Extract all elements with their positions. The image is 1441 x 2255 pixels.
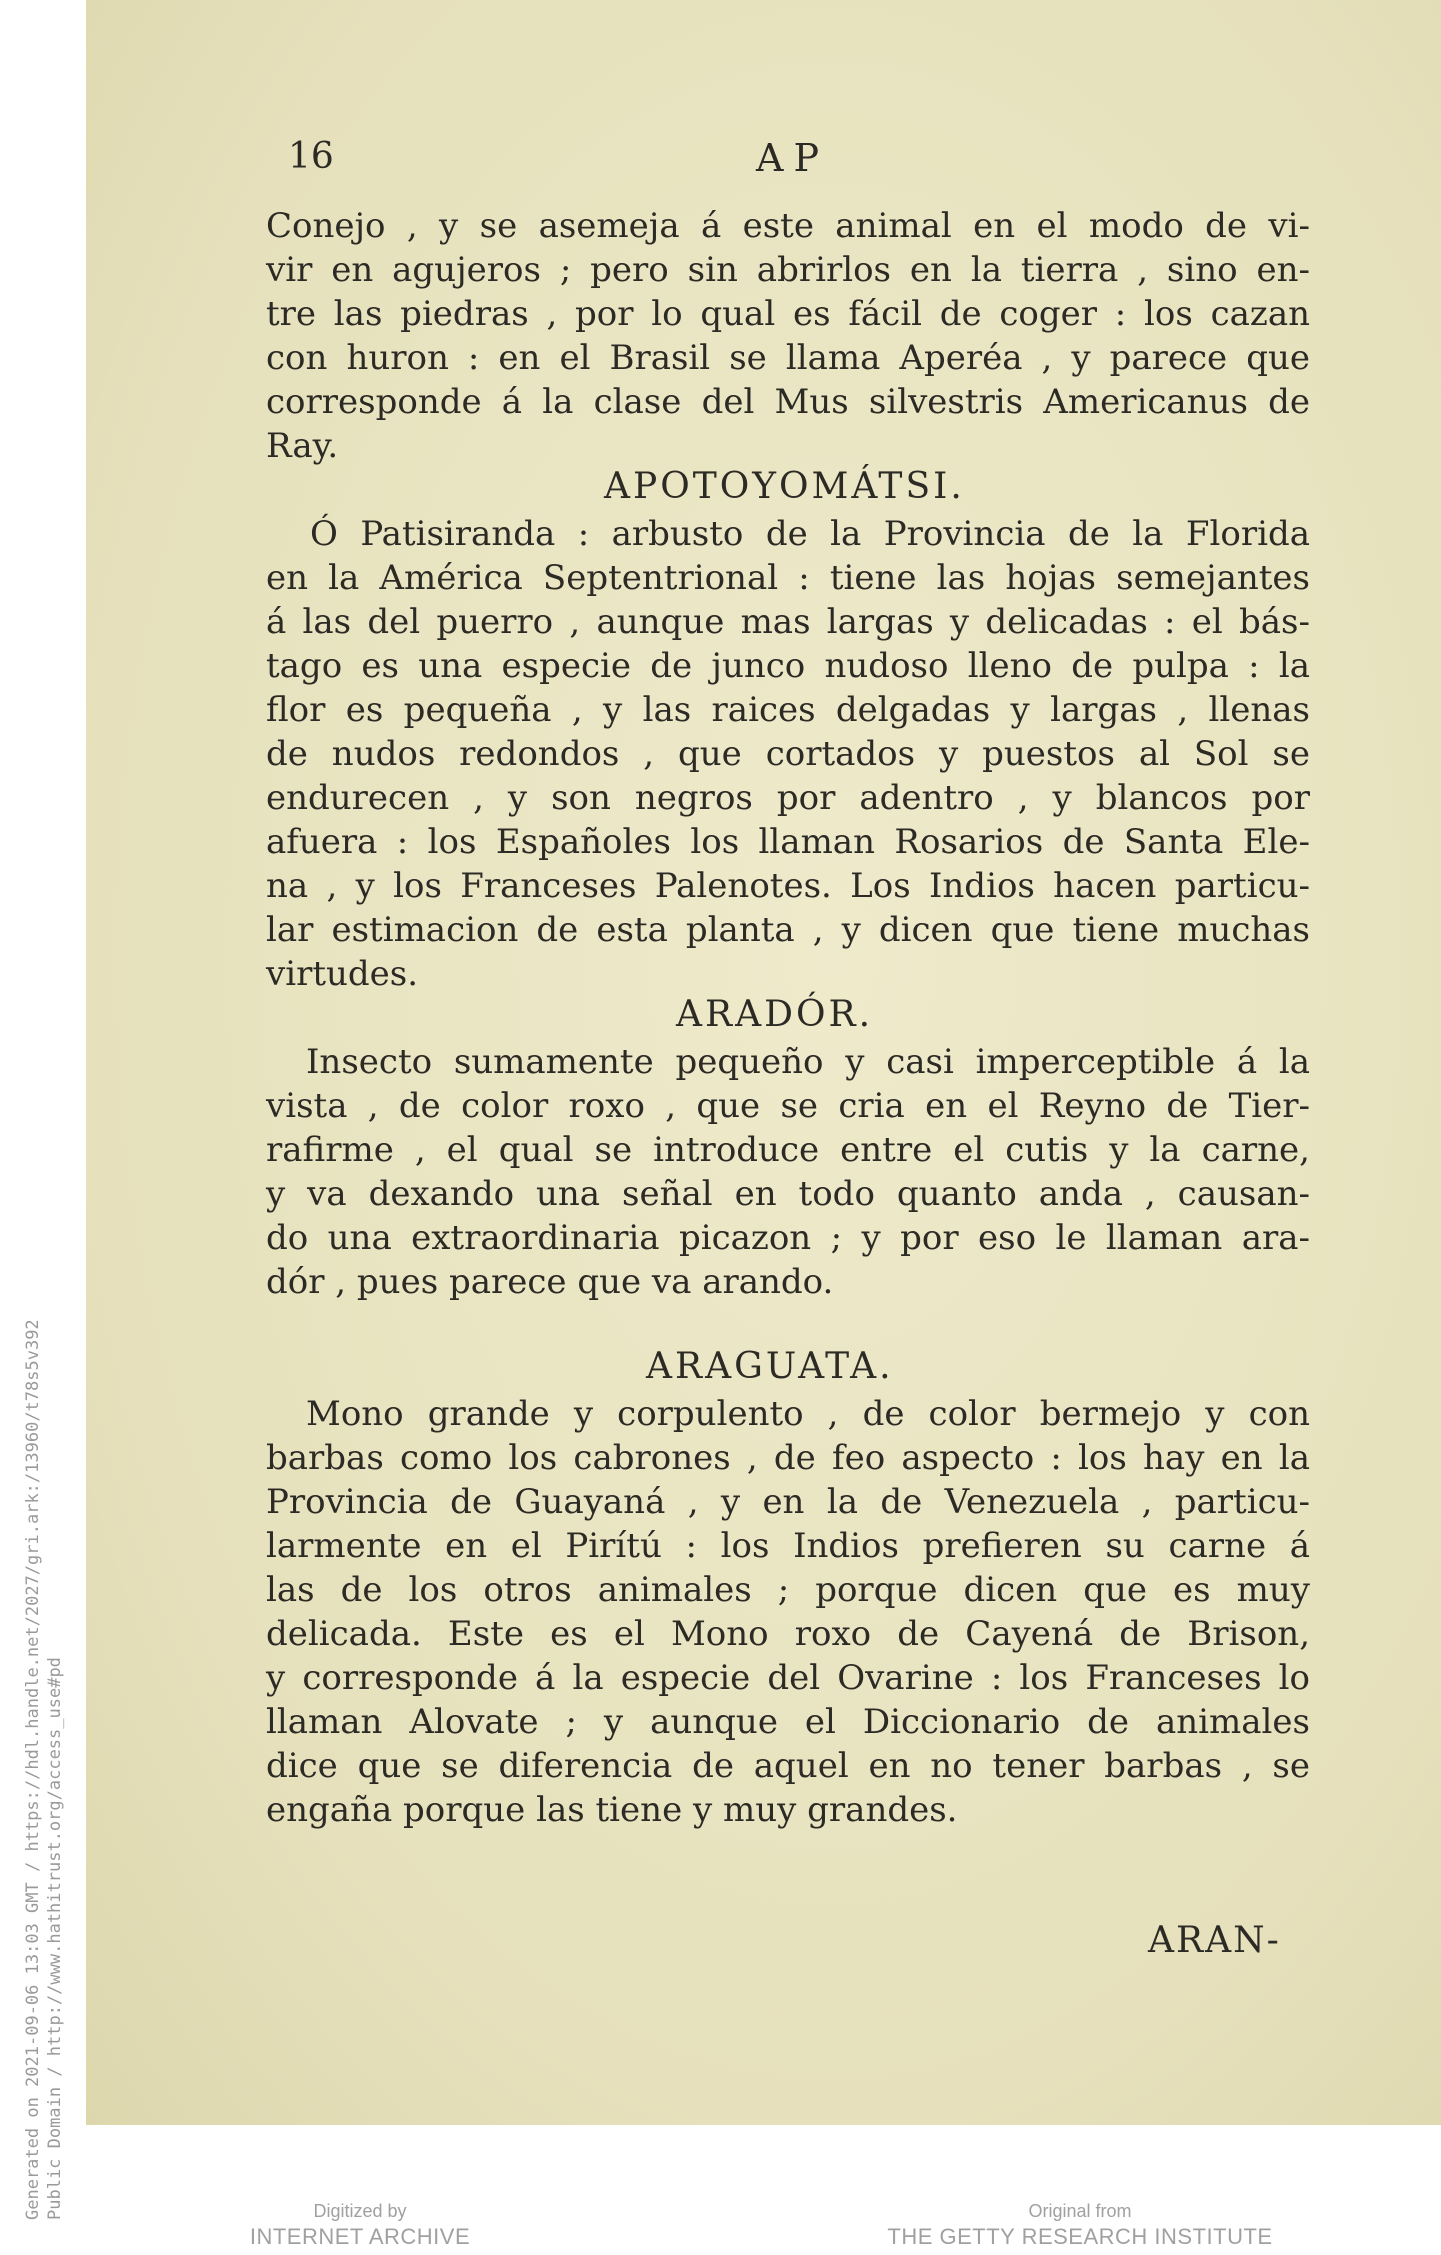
entry-apotoyomatsi	[266, 512, 1310, 996]
original-from	[880, 2200, 1280, 2252]
entry-body	[266, 1392, 1310, 1832]
text-line: con huron : en el Brasil se llama Aperéa , y parece que	[266, 338, 1310, 378]
text-line: vista , de color roxo , que se cria en el Reyno de Tier-	[266, 1086, 1310, 1126]
running-head: AP	[756, 136, 830, 180]
entry-heading: ARAGUATA.	[646, 1346, 894, 1387]
text-line: Ó Patisiranda : arbusto de la Provincia de la Florida	[310, 514, 1310, 554]
stamp-line-1: Generated on 2021-09-06 13:03 GMT / https://hdl.handle.net/2027/gri.ark:/13960/t78s5v392	[23, 1319, 43, 2220]
text-line: tre las piedras , por lo qual es fácil de coger : los cazan	[266, 294, 1310, 334]
page-number: 16	[288, 136, 334, 177]
entry-body	[266, 204, 1310, 468]
text-line: lar estimacion de esta planta , y dicen que tiene muchas	[266, 910, 1310, 950]
text-line: de nudos redondos , que cortados y puestos al Sol se	[266, 734, 1310, 774]
text-line: Ray.	[266, 426, 339, 466]
text-line: dice que se diferencia de aquel en no tener barbas , se	[266, 1746, 1310, 1786]
digitized-by-label: Digitized by	[313, 2201, 407, 2221]
text-line: y va dexando una señal en todo quanto anda , causan-	[266, 1174, 1310, 1214]
text-line: Conejo , y se asemeja á este animal en el modo de vi-	[266, 206, 1310, 246]
text-line: barbas como los cabrones , de feo aspecto : los hay en la	[266, 1438, 1310, 1478]
original-from-label: Original from	[1028, 2201, 1132, 2221]
text-line: larmente en el Pirítú : los Indios prefieren su carne á	[266, 1526, 1310, 1566]
text-line: afuera : los Españoles los llaman Rosarios de Santa Ele-	[266, 822, 1310, 862]
catchword: ARAN-	[1148, 1920, 1281, 1961]
text-line: corresponde á la clase del Mus silvestris Americanus de	[266, 382, 1310, 422]
text-line: Provincia de Guayaná , y en la de Venezuela , particu-	[266, 1482, 1310, 1522]
digitizer-name: INTERNET ARCHIVE	[249, 2224, 471, 2249]
entry-arador	[266, 1040, 1310, 1304]
text-line: na , y los Franceses Palenotes. Los Indios hacen particu-	[266, 866, 1310, 906]
entry-body	[266, 1040, 1310, 1304]
text-line: engaña porque las tiene y muy grandes.	[266, 1790, 958, 1830]
page-header	[0, 136, 1441, 186]
text-line: en la América Septentrional : tiene las hojas semejantes	[266, 558, 1310, 598]
entry-heading: APOTOYOMÁTSI.	[604, 466, 965, 507]
text-line: llaman Alovate ; y aunque el Diccionario de animales	[266, 1702, 1310, 1742]
hathitrust-stamp	[22, 1319, 66, 2220]
digitized-by	[240, 2200, 480, 2252]
entry-conejo-continuation	[266, 204, 1310, 468]
text-line: á las del puerro , aunque mas largas y delicadas : el bás-	[266, 602, 1310, 642]
text-line: endurecen , y son negros por adentro , y blancos por	[266, 778, 1310, 818]
entry-araguata	[266, 1392, 1310, 1832]
stamp-line-2: Public Domain / http://www.hathitrust.org/access_use#pd	[45, 1657, 65, 2220]
text-line: las de los otros animales ; porque dicen que es muy	[266, 1570, 1310, 1610]
text-line: virtudes.	[266, 954, 419, 994]
text-line: tago es una especie de junco nudoso lleno de pulpa : la	[266, 646, 1310, 686]
text-line: y corresponde á la especie del Ovarine : los Franceses lo	[266, 1658, 1310, 1698]
text-line: Insecto sumamente pequeño y casi imperceptible á la	[306, 1042, 1310, 1082]
text-line: Mono grande y corpulento , de color bermejo y con	[306, 1394, 1310, 1434]
text-line: rafirme , el qual se introduce entre el cutis y la carne,	[266, 1130, 1310, 1170]
entry-body	[266, 512, 1310, 996]
original-source-name: THE GETTY RESEARCH INSTITUTE	[887, 2224, 1273, 2249]
text-line: delicada. Este es el Mono roxo de Cayená de Brison,	[266, 1614, 1310, 1654]
entry-heading: ARADÓR.	[676, 994, 874, 1035]
text-line: dór , pues parece que va arando.	[266, 1262, 834, 1302]
text-line: do una extraordinaria picazon ; y por eso le llaman ara-	[266, 1218, 1310, 1258]
text-line: vir en agujeros ; pero sin abrirlos en la tierra , sino en-	[266, 250, 1310, 290]
text-line: flor es pequeña , y las raices delgadas y largas , llenas	[266, 690, 1310, 730]
